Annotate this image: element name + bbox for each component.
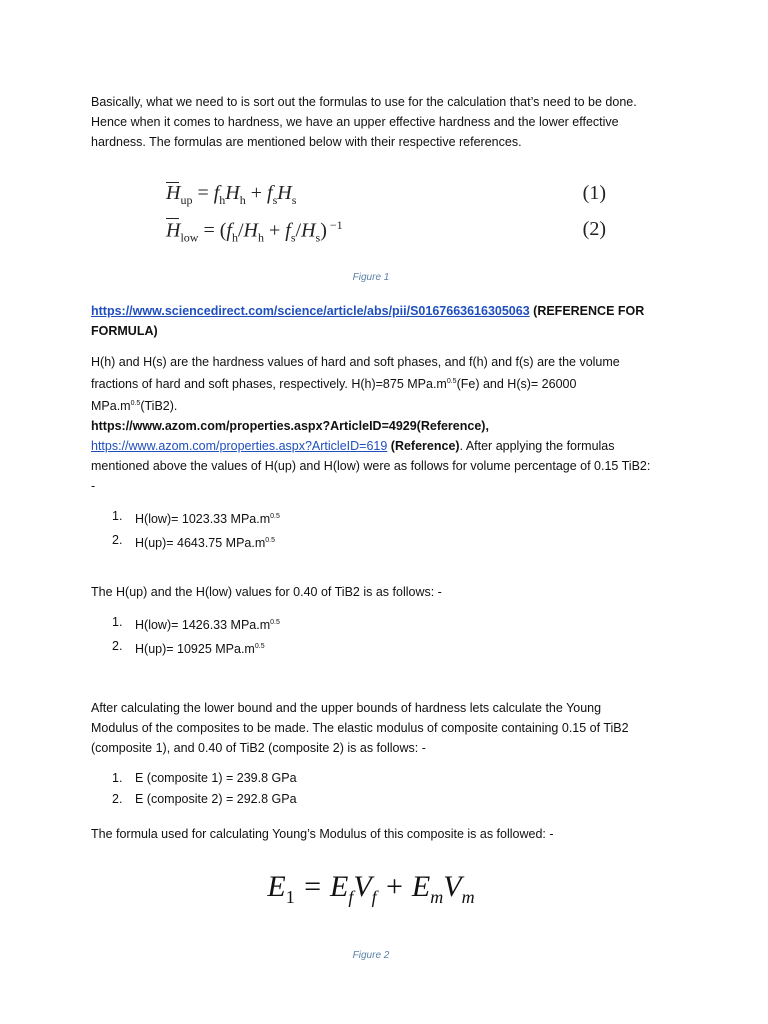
elastic-modulus-list xyxy=(91,768,651,810)
list-item: 2. H(up)= 4643.75 $MPa.m^{0.5}$ xyxy=(112,533,276,550)
para2-text-c: (TiB2). xyxy=(140,399,178,413)
figure-2-caption: Figure 2 xyxy=(352,950,390,961)
intro-paragraph: Basically, what we need to is sort out the formulas to use for the calculation that’s need to be done. Hence when it comes to hardness, we have an upper effective hardness and the lower effective hardness. The formulas are mentioned below with their respective references. xyxy=(91,95,637,149)
document-page xyxy=(91,92,651,961)
para2-text-d: . After applying the formulas mentioned above the values of H(up) and H(low) were as follows for volume percentage of 0.15 TiB2: - xyxy=(91,439,651,493)
para2-text-a: H(h) and H(s) are the hardness values of hard and soft phases, and f(h) and f(s) are the volume fractions of hard and soft phases, respectively. H(h)=875 MPa.m xyxy=(91,355,620,391)
hardness-equations-figure xyxy=(91,180,651,260)
list-item: 2. E (composite 2) = 292.8 GPa xyxy=(112,792,297,806)
hardness-values-paragraph xyxy=(91,352,651,496)
section-2-intro: The H(up) and the H(low) values for 0.40 of TiB2 is as follows: - xyxy=(91,585,442,599)
para2-sup-b: 0.5 xyxy=(130,400,141,407)
sciencedirect-reference-link[interactable]: https://www.sciencedirect.com/science/article/abs/pii/S0167663616305063 xyxy=(91,304,530,318)
equation-lower-hardness: $H_{low} = (f_h/H_h + f_s/H_s)$ $^{-1}$ (2) xyxy=(166,218,606,245)
hardness-list-040 xyxy=(91,612,651,660)
section-3-intro: After calculating the lower bound and the upper bounds of hardness lets calculate the Young Modulus of the composites to be made. The elastic modulus of composite containing 0.15 of TiB2 (composite 1), and 0.40 of TiB2 (composite 2) is as follows: - xyxy=(91,701,629,755)
list-item: 1. H(low)= 1426.33 $MPa.m^{0.5}$ xyxy=(112,615,280,632)
list-item: 2. H(up)= 10925 $MPa.m^{0.5}$ xyxy=(112,639,265,656)
azom-reference-4929[interactable]: https://www.azom.com/properties.aspx?ArticleID=4929(Reference), xyxy=(91,419,489,433)
figure-1-caption: Figure 1 xyxy=(352,272,390,283)
reference-1-paragraph xyxy=(91,301,651,341)
hardness-list-015 xyxy=(91,506,651,554)
para2-sup-a: 0.5 xyxy=(446,378,457,385)
para2-reference-word: (Reference) xyxy=(387,439,460,453)
formula-intro: The formula used for calculating Young’s Modulus of this composite is as followed: - xyxy=(91,827,554,841)
equation-number-1: (1) xyxy=(582,182,606,204)
para2-text-b: (Fe) and H(s)= 26000 MPa.m xyxy=(91,377,577,413)
equation-upper-hardness: $H_{up} = f_hH_h + f_sH_s$ (1) xyxy=(166,182,606,207)
list-item: 1. H(low)= 1023.33 $MPa.m^{0.5}$ xyxy=(112,509,280,526)
list-item: 1. E (composite 1) = 239.8 GPa xyxy=(112,771,297,785)
reference-1-note: (REFERENCE FOR FORMULA) xyxy=(91,304,645,338)
azom-reference-619-link[interactable]: https://www.azom.com/properties.aspx?ArticleID=619 xyxy=(91,439,388,453)
rule-of-mixtures-formula: $E_1 = E_fV_f + E_mV_m$ xyxy=(267,870,475,907)
equation-number-2: (2) xyxy=(582,218,606,240)
